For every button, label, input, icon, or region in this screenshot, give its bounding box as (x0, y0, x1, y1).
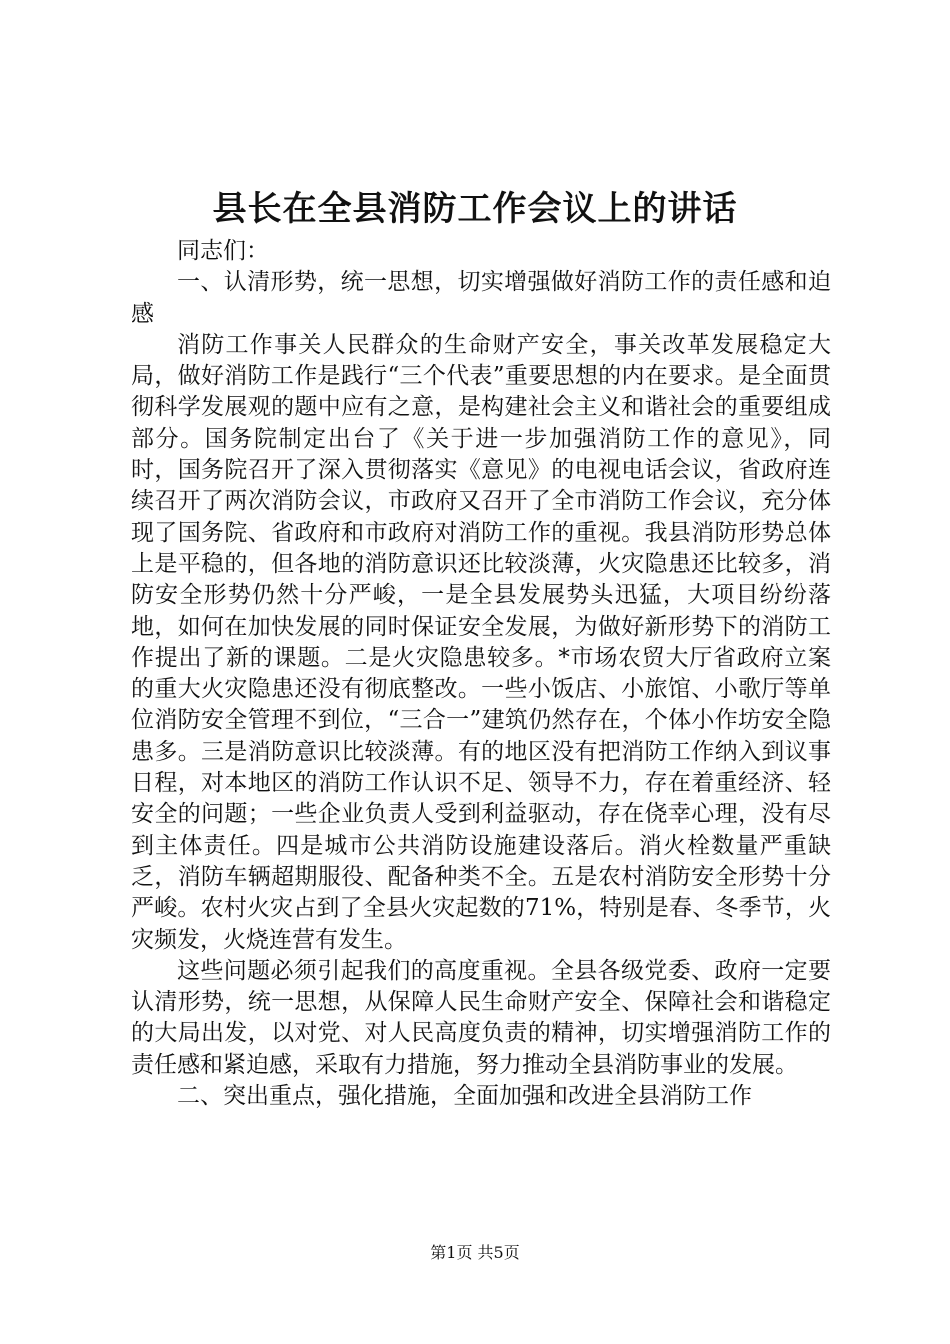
section-heading-1: 一、认清形势，统一思想，切实增强做好消防工作的责任感和迫感 (131, 269, 831, 327)
body-paragraph: 这些问题必须引起我们的高度重视。全县各级党委、政府一定要认清形势，统一思想，从保障人民生命财产安全、保障社会和谐稳定的大局出发，以对党、对人民高度负责的精神，切实增强消防工作的责任感和紧迫感，采取有力措施，努力推动全县消防事业的发展。 (131, 957, 831, 1078)
greeting-paragraph: 同志们： (177, 238, 269, 264)
document-title: 县长在全县消防工作会议上的讲话 (212, 189, 738, 229)
section-heading-2: 二、突出重点，强化措施，全面加强和改进全县消防工作 (177, 1083, 752, 1110)
page-number-footer: 第1页 共5页 (430, 1243, 520, 1262)
document-body (131, 236, 831, 1112)
body-paragraph: 消防工作事关人民群众的生命财产安全，事关改革发展稳定大局，做好消防工作是践行“三个代表”重要思想的内在要求。是全面贯彻科学发展观的题中应有之意，是构建社会主义和谐社会的重要组成部分。国务院制定出台了《关于进一步加强消防工作的意见》，同时，国务院召开了深入贯彻落实《意见》的电视电话会议，省政府连续召开了两次消防会议，市政府又召开了全市消防工作会议，充分体现了国务院、省政府和市政府对消防工作的重视。我县消防形势总体上是平稳的，但各地的消防意识还比较淡薄，火灾隐患还比较多，消防安全形势仍然十分严峻，一是全县发展势头迅猛，大项目纷纷落地，如何在加快发展的同时保证安全发展，为做好新形势下的消防工作提出了新的课题。二是火灾隐患较多。*市场农贸大厅省政府立案的重大火灾隐患还没有彻底整改。一些小饭店、小旅馆、小歌厅等单位消防安全管理不到位，“三合一”建筑仍然存在，个体小作坊安全隐患多。三是消防意识比较淡薄。有的地区没有把消防工作纳入到议事日程，对本地区的消防工作认识不足、领导不力，存在着重经济、轻安全的问题；一些企业负责人受到利益驱动，存在侥幸心理，没有尽到主体责任。四是城市公共消防设施建设落后。消火栓数量严重缺乏，消防车辆超期服役、配备种类不全。五是农村消防安全形势十分严峻。农村火灾占到了全县火灾起数的71%，特别是春、冬季节，火灾频发，火烧连营有发生。 (131, 331, 831, 953)
